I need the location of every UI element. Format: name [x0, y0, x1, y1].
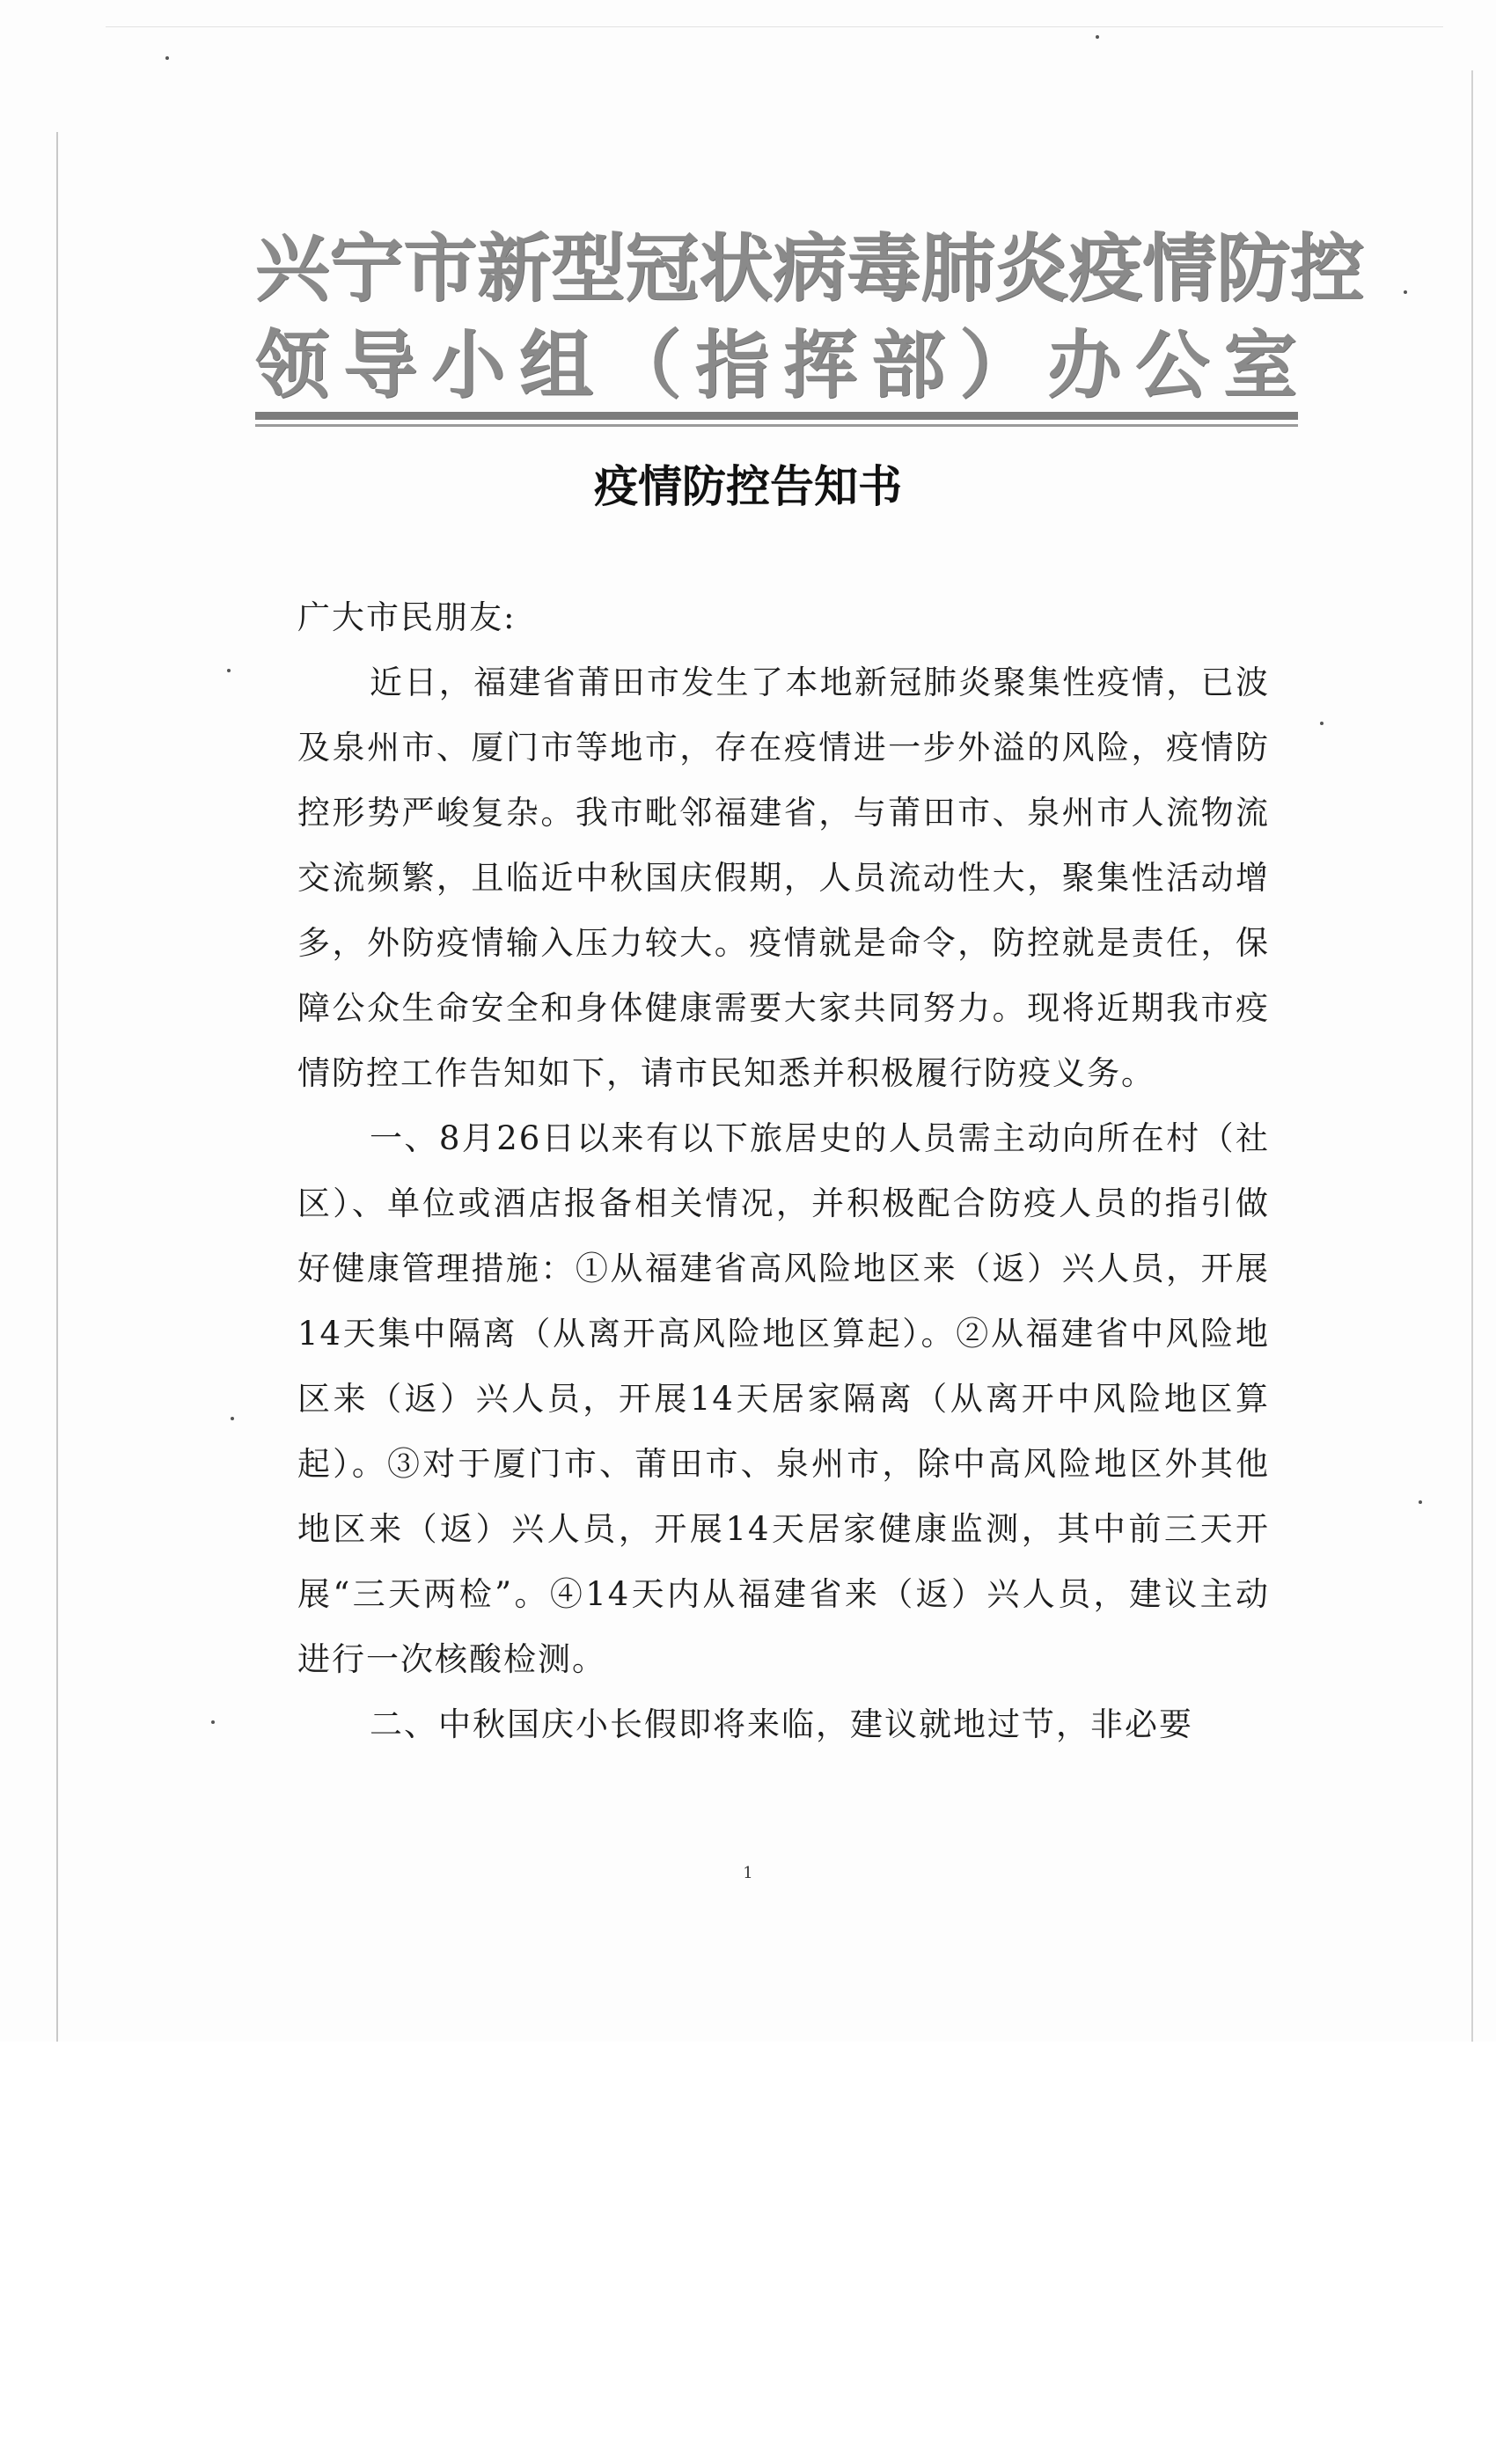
document-title: 疫情防控告知书 — [594, 460, 902, 512]
paragraph-item-2: 二、中秋国庆小长假即将来临，建议就地过节，非必要 — [370, 1705, 1193, 1743]
letterhead-line-2: 领导小组（指挥部）办公室 — [255, 322, 1312, 408]
salutation: 广大市民朋友: — [297, 598, 517, 636]
scan-speck — [231, 1417, 234, 1420]
scan-edge-left — [56, 132, 58, 2042]
letterhead-rule-thin — [255, 424, 1298, 427]
scan-speck — [1320, 722, 1324, 725]
scan-edge-top — [106, 26, 1443, 27]
scan-speck — [211, 1720, 215, 1724]
letterhead — [255, 220, 1365, 414]
document-body — [297, 585, 1270, 1757]
letterhead-line-1: 兴宁市新型冠状病毒肺炎疫情防控 — [255, 225, 1365, 312]
scan-edge-right — [1471, 70, 1473, 2042]
scan-speck — [1404, 290, 1407, 294]
page-number: 1 — [743, 1864, 753, 1882]
scan-speck — [1096, 35, 1099, 39]
scan-speck — [227, 669, 231, 672]
scan-speck — [165, 56, 169, 60]
paragraph-intro: 近日，福建省莆田市发生了本地新冠肺炎聚集性疫情，已波及泉州市、厦门市等地市，存在疫情进一步外溢的风险，疫情防控形势严峻复杂。我市毗邻福建省，与莆田市、泉州市人流物流交流频繁，且临近中秋国庆假期，人员流动性大，聚集性活动增多，外防疫情输入压力较大。疫情就是命令，防控就是责任，保障公众生命安全和身体健康需要大家共同努力。现将近期我市疫情防控工作告知如下，请市民知悉并积极履行防疫义务。 — [297, 664, 1270, 1092]
paragraph-item-1: 一、8月26日以来有以下旅居史的人员需主动向所在村（社区）、单位或酒店报备相关情况，并积极配合防疫人员的指引做好健康管理措施：①从福建省高风险地区来（返）兴人员，开展14天集中隔离（从离开高风险地区算起）。②从福建省中风险地区来（返）兴人员，开展14天居家隔离（从离开中风险地区算起）。③对于厦门市、莆田市、泉州市，除中高风险地区外其他地区来（返）兴人员，开展14天居家健康监测，其中前三天开展“三天两检”。④14天内从福建省来（返）兴人员，建议主动进行一次核酸检测。 — [297, 1119, 1270, 1678]
letterhead-rule-thick — [255, 412, 1298, 420]
scan-speck — [1419, 1500, 1422, 1504]
